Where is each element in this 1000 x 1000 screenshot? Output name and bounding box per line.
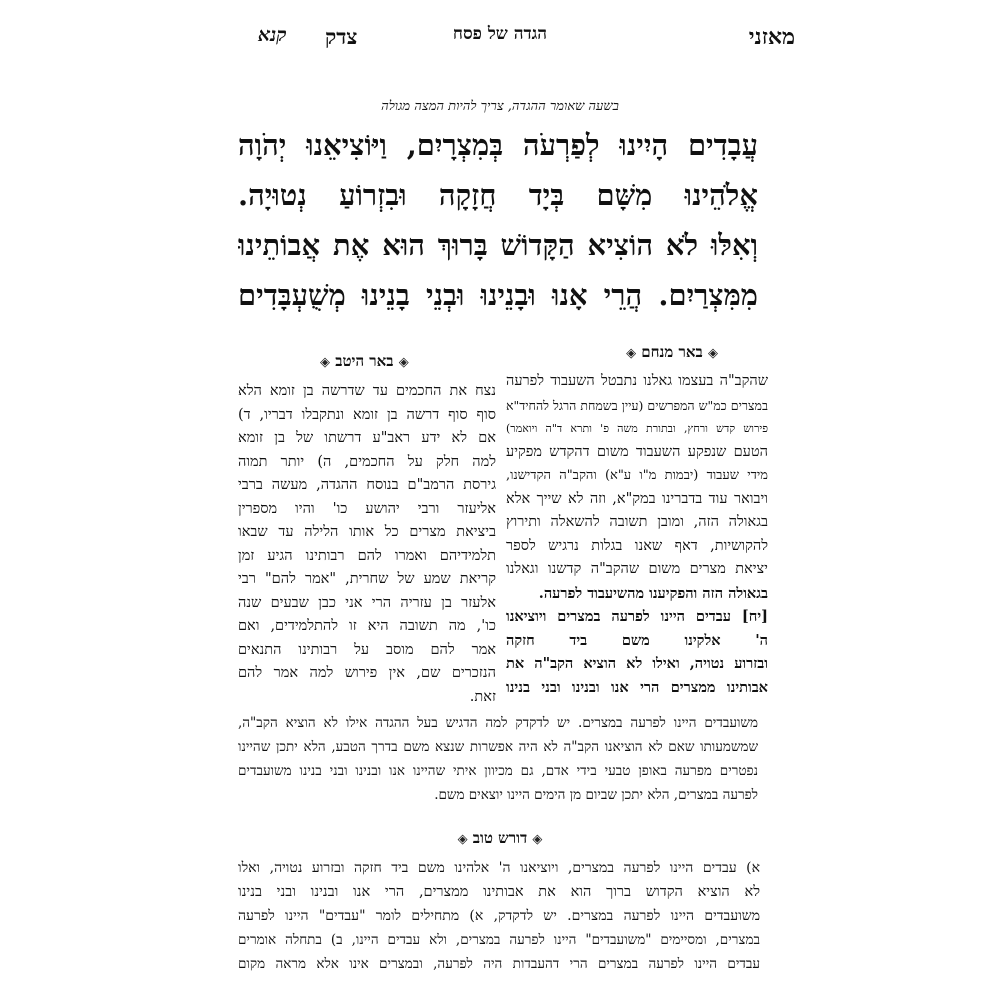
- header-book-title: מאזני: [748, 24, 795, 50]
- header-haggadah-title: הגדה של פסח: [452, 24, 548, 44]
- commentary-line: ובזרוע נטויה, ואילו לא הוציא הקב"ה את: [506, 655, 768, 672]
- bottom-section-commentary: [238, 856, 760, 976]
- ornament-icon: ◈: [626, 346, 637, 361]
- ornament-icon: ◈: [320, 355, 330, 370]
- commentary-line: ביציאת מצרים כל אותו הלילה עד שבאו: [238, 524, 496, 540]
- commentary-line: אמר להם מוסב על רבותינו התנאים: [238, 641, 496, 658]
- commentary-line: משועבדים היינו לפרעה במצרים. יש לדקדק, א) מתחילים לומר "עבדים" היינו לפרעה: [238, 908, 760, 924]
- commentary-line: בגאולה הזה, ומובן תשובה להשאלה ותירוץ: [506, 514, 768, 530]
- commentary-line: אבותינו ממצרים הרי אנו ובנינו ובני בנינו: [506, 678, 768, 696]
- commentary-line: לא הוציא הקדוש ברוך הוא את אבותינו ממצרים, הרי אנו ובנינו ובני בנינו: [238, 884, 760, 900]
- commentary-line: לפרעה במצרים, הלא יתכן שביום מן הימים היינו יוצאים משם.: [434, 787, 758, 803]
- commentary-line: שהקב"ה בעצמו גאלנו נתבטל השעבוד לפרעה: [506, 373, 768, 389]
- commentary-line: נצח את החכמים עד שדרשה בן זומא הלא: [238, 383, 496, 399]
- left-column-title: [320, 352, 409, 371]
- right-column-commentary: [506, 370, 768, 699]
- right-column-title: [626, 343, 718, 362]
- ornament-icon: ◈: [532, 832, 543, 847]
- commentary-line: אליעזר ורבי יהושע כו' והיו מספרין: [238, 500, 496, 517]
- main-text-line: עֲבָדִים הָיִינוּ לְפַרְעֹה בְּמִצְרָיִם, וַיּוֹצִיאֵנוּ יְהֹוָה: [238, 128, 758, 162]
- commentary-line: מידי שעבוד (יבמות מ"ו ע"א) והקב"ה הקדישנו,: [506, 468, 768, 483]
- commentary-line: כו', מה תשובה היא זו להתלמידים, ואם: [238, 618, 496, 634]
- commentary-line: הנזכרים שם, אין פירוש למה אמר להם: [238, 665, 496, 681]
- commentary-line: קריאת שמע של שחרית, "אמר להם" רבי: [238, 571, 496, 587]
- commentary-line: תלמידיהם ואמרו להם רבותינו הגיע זמן: [238, 547, 496, 564]
- main-text-line: וְאִלּוּ לֹא הוֹצִיא הַקָּדוֹשׁ בָּרוּךְ הוּא אֶת אֲבוֹתֵינוּ: [238, 228, 758, 262]
- commentary-line: יציאת מצרים משום שהקב"ה קדשנו וגאלנו: [506, 561, 768, 577]
- commentary-line: פירוש קדש ורחץ, ובתורת משה פ' ותרא ד"ה ויואמר): [506, 422, 768, 435]
- commentary-line: נפטרים מפרעה באופן טבעי בידי אדם, גם מכיוון איתי שהיינו אנו ובנינו ובני בנינו משועבדים: [238, 763, 758, 779]
- ornament-icon: ◈: [457, 832, 468, 847]
- main-haggadah-text: [238, 120, 758, 320]
- right-column-title-text: באר מנחם: [641, 343, 703, 361]
- commentary-line: למה חלק על החכמים, ה) יותר תמוה: [238, 453, 496, 470]
- commentary-line: בגאולה הזה והפקיענו מהשיעבוד לפרעה.: [538, 584, 768, 602]
- commentary-line: [יח] עבדים היינו לפרעה במצרים ויוציאנו: [506, 608, 768, 625]
- commentary-line: סוף סוף דרשה בן זומא ונתקבלו דבריו, ד): [238, 406, 496, 423]
- commentary-line: להקושיות, דאף שאנו בגלות נרגיש לספר: [506, 537, 768, 554]
- bottom-section-title: [0, 829, 1000, 848]
- ornament-icon: ◈: [398, 355, 409, 370]
- commentary-line: עבדים היינו לפרעה במצרים הרי דהעבדות היה לפרעה, ובמצרים אינו אלא מראה מקום: [238, 956, 760, 972]
- commentary-line: אלעזר בן עזריה הרי אני כבן שבעים שנה: [238, 594, 496, 611]
- left-column-title-text: באר היטב: [335, 352, 394, 370]
- commentary-line: במצרים, ומסיימים "משועבדים" היינו לפרעה במצרים, ולא עבדים היינו, ב) בתחלה אומרים: [238, 932, 760, 948]
- commentary-line: משועבדים היינו לפרעה במצרים. יש לדקדק למה הדגיש בעל ההגדה אילו לא הוציא הקב"ה,: [238, 715, 758, 731]
- left-column-commentary: [238, 380, 496, 709]
- commentary-line: שמשמעותו שאם לא הוציאנו הקב"ה לא היה אפשרות שנצא משם בדרך הטבע, הלא יתכן שהיינו: [238, 739, 758, 755]
- commentary-line: ה' אלקינו משם ביד חזקה: [506, 631, 768, 649]
- header-tzedek: צדק: [325, 24, 358, 49]
- commentary-line: גירסת הרמב"ם בנוסח ההגדה, מעשה ברבי: [238, 477, 496, 493]
- commentary-line: במצרים כמ"ש המפרשים (עיין בשמחת הרגל להחיד"א: [506, 397, 768, 413]
- commentary-line: ויבואר עוד בדברינו במק"א, וזה לא שייך אלא: [506, 490, 768, 507]
- page-number: קנא: [258, 24, 287, 46]
- commentary-line: א) עבדים היינו לפרעה במצרים, ויוציאנו ה' אלהינו משם ביד חזקה ובזרוע נטויה, ואלו: [238, 860, 760, 876]
- commentary-line: אם לא ידע ראב"ע דרשתו של בן זומא: [238, 430, 496, 446]
- commentary-line: הטעם שנפקע השעבוד משום דהקדש מפקיע: [506, 443, 768, 460]
- bottom-section-title-text: דורש טוב: [472, 829, 528, 847]
- instruction-line: בשעה שאומר ההגדה, צריך להיות המצה מגולה: [381, 99, 619, 114]
- full-width-commentary: [238, 711, 758, 807]
- commentary-line: זאת.: [469, 688, 496, 705]
- main-text-line: מִמִּצְרַיִם. הֲרֵי אָנוּ וּבָנֵינוּ וּבְנֵי בָנֵינוּ מְשֻׁעְבָּדִים: [238, 278, 758, 312]
- ornament-icon: ◈: [708, 346, 718, 361]
- main-text-line: אֱלֹהֵינוּ מִשָּׁם בְּיָד חֲזָקָה וּבִזְרוֹעַ נְטוּיָה.: [238, 178, 758, 212]
